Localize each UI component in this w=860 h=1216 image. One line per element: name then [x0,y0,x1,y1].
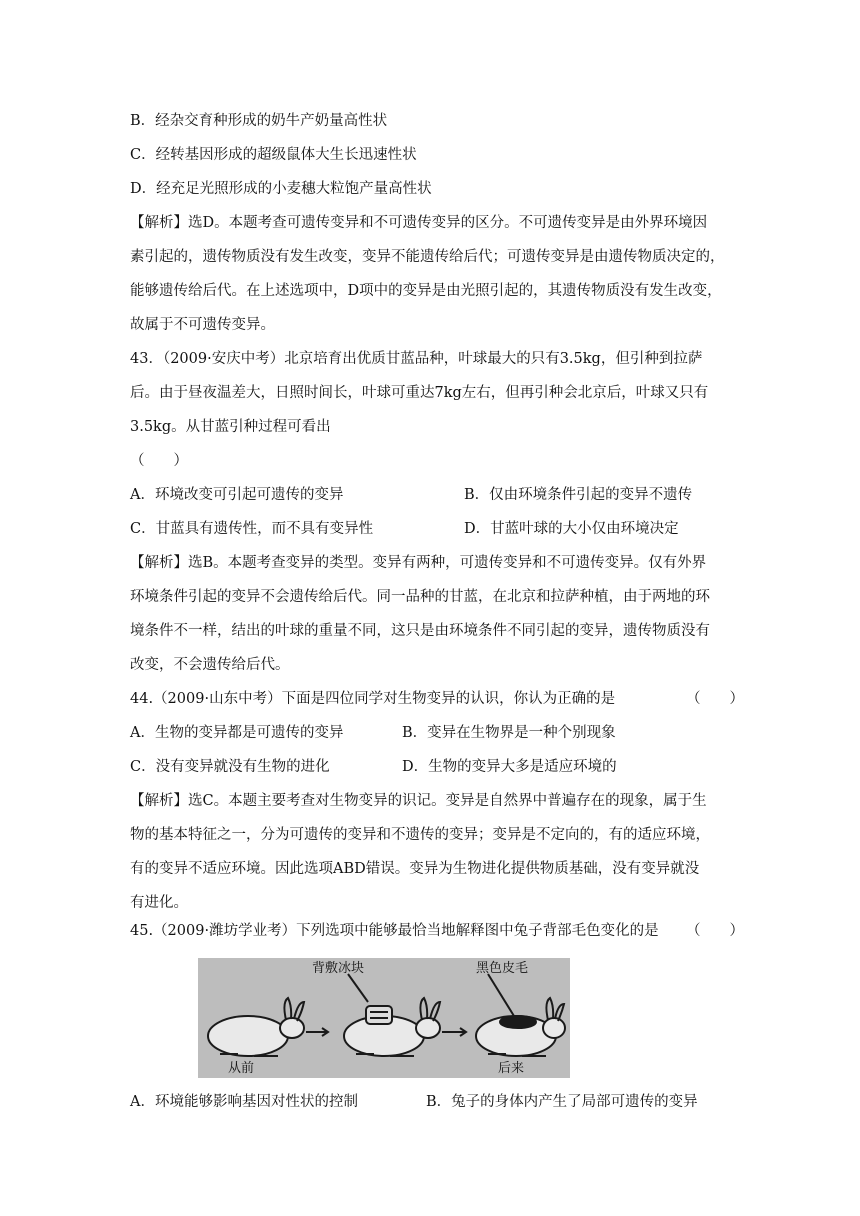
rabbit-before-icon [208,998,304,1056]
q45-option-a: A．环境能够影响基因对性状的控制 [130,1094,358,1110]
q43-stem-line: 3.5kg。从甘蓝引种过程可看出 [130,419,331,435]
label-before: 从前 [228,1061,255,1076]
label-black-fur: 黑色皮毛 [476,961,529,976]
q43-stem-line: 43．（2009·安庆中考）北京培育出优质甘蓝品种，叶球最大的只有3.5kg，但引种到拉萨 [130,351,703,367]
q44-option-a: A．生物的变异都是可遗传的变异 [130,725,344,741]
q45-answer-blank: （ ） [686,923,744,939]
q43-option-c: C．甘蓝具有遗传性，而不具有变异性 [130,521,374,537]
q42-analysis-line: 素引起的，遗传物质没有发生改变，变异不能遗传给后代；可遗传变异是由遗传物质决定的， [130,249,725,265]
q45-stem: 45.（2009·潍坊学业考）下列选项中能够最恰当地解释图中兔子背部毛色变化的是 [130,923,659,939]
q43-analysis-line: 【解析】选B。本题考查变异的类型。变异有两种，可遗传变异和不可遗传变异。仅有外界 [130,555,707,571]
q44-stem: 44.（2009·山东中考）下面是四位同学对生物变异的认识，你认为正确的是 [130,691,616,707]
q44-option-b: B．变异在生物界是一种个别现象 [402,725,616,741]
q44-analysis-line: 有的变异不适应环境。因此选项ABD错误。变异为生物进化提供物质基础，没有变异就没 [130,861,700,877]
rabbit-figure [198,958,570,1078]
q43-stem-line: 后。由于昼夜温差大，日照时间长，叶球可重达7kg左右，但再引种会北京后，叶球又只有 [130,385,709,401]
q45-option-b: B．兔子的身体内产生了局部可遗传的变异 [426,1094,698,1110]
label-after: 后来 [498,1061,525,1076]
q44-option-c: C．没有变异就没有生物的进化 [130,759,330,775]
q43-analysis-line: 环境条件引起的变异不会遗传给后代。同一品种的甘蓝，在北京和拉萨种植，由于两地的环 [130,589,710,605]
q42-option-c: C．经转基因形成的超级鼠体大生长迅速性状 [130,147,417,163]
q44-analysis-line: 有进化。 [130,895,188,911]
q43-option-b: B．仅由环境条件引起的变异不遗传 [464,487,693,503]
q43-answer-blank: （ ） [130,453,188,469]
rabbit-after-icon [476,998,565,1056]
q44-answer-blank: （ ） [686,691,744,707]
q42-option-b: B．经杂交育种形成的奶牛产奶量高性状 [130,113,388,129]
q44-option-d: D．生物的变异大多是适应环境的 [402,759,617,775]
q43-analysis-line: 境条件不一样，结出的叶球的重量不同，这只是由环境条件不同引起的变异，遗传物质没有 [130,623,710,639]
q42-analysis-line: 【解析】选D。本题考查可遗传变异和不可遗传变异的区分。不可遗传变异是由外界环境因 [130,215,708,231]
q44-analysis-line: 【解析】选C。本题主要考查对生物变异的识记。变异是自然界中普遍存在的现象，属于生 [130,793,707,809]
q42-analysis-line: 能够遗传给后代。在上述选项中，D项中的变异是由光照引起的，其遗传物质没有发生改变， [130,283,722,299]
q43-option-d: D．甘蓝叶球的大小仅由环境决定 [464,521,679,537]
q43-analysis-line: 改变，不会遗传给后代。 [130,657,290,673]
q43-option-a: A．环境改变可引起可遗传的变异 [130,487,344,503]
q42-analysis-line: 故属于不可遗传变异。 [130,317,275,333]
q44-analysis-line: 物的基本特征之一，分为可遗传的变异和不遗传的变异；变异是不定向的，有的适应环境， [130,827,710,843]
q42-option-d: D．经充足光照形成的小麦穗大粒饱产量高性状 [130,181,432,197]
rabbit-ice-icon [344,998,440,1056]
label-ice: 背敷冰块 [312,961,365,976]
